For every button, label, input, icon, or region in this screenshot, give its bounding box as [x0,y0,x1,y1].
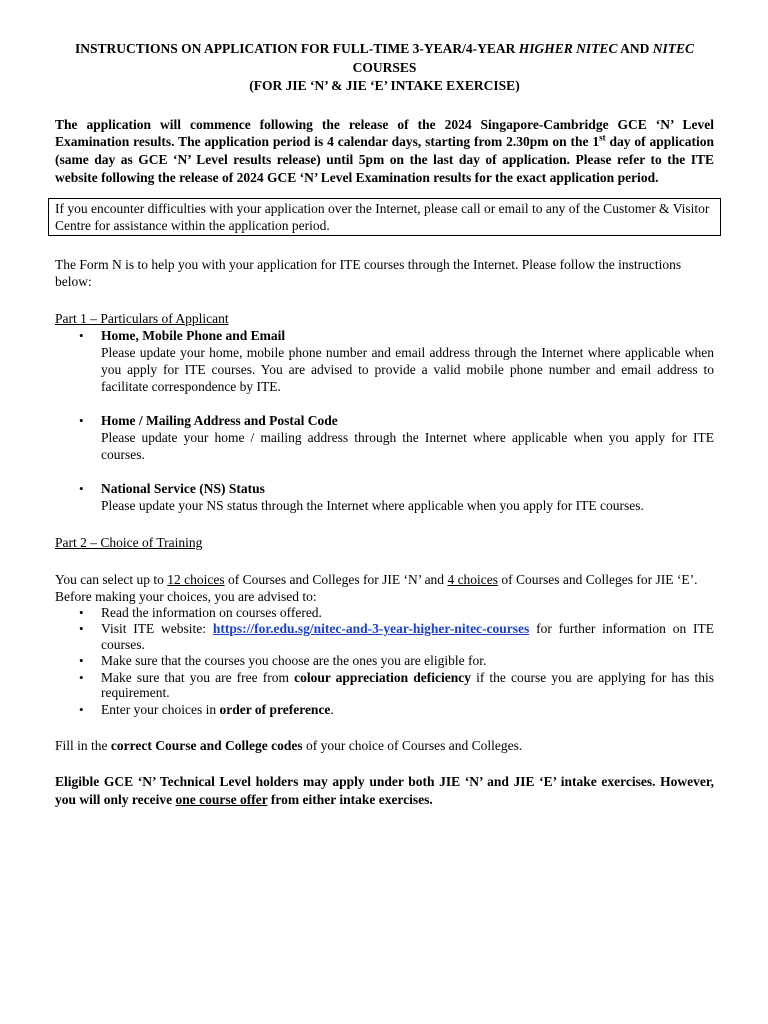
list-item [55,327,714,395]
bullet-icon: • [79,701,84,717]
part1-heading: Part 1 – Particulars of Applicant [55,310,229,326]
bullet-icon: • [79,604,84,620]
ite-website-link[interactable]: https://for.edu.sg/nitec-and-3-year-higher-nitec-courses [212,621,530,637]
notice-box: If you encounter difficulties with your application over the Internet, please call or email to any of the Customer & Visitor Centre for assistance within the application period. [48,198,721,236]
item-title: Home, Mobile Phone and Email [101,327,286,343]
title-line-1: INSTRUCTIONS ON APPLICATION FOR FULL-TIME 3-YEAR/4-YEAR HIGHER NITEC AND NITEC [75,41,694,56]
item-text: Please update your home / mailing address through the Internet where applicable when you apply for ITE courses. [101,429,714,462]
document-title [55,40,714,96]
item-title: Home / Mailing Address and Postal Code [101,412,338,428]
bullet-icon: • [79,412,84,428]
list-item: • Make sure that you are free from colour appreciation deficiency if the course you are applying for has this requirement. [79,669,715,701]
item-text: Please update your NS status through the Internet where applicable when you apply for ITE courses. [101,497,644,513]
list-item: • Read the information on courses offered. [79,604,322,620]
title-line-3: (FOR JIE ‘N’ & JIE ‘E’ INTAKE EXERCISE) [249,78,520,93]
bullet-icon: • [79,327,84,343]
list-item: • Enter your choices in order of preference. [79,701,334,717]
part2-heading: Part 2 – Choice of Training [55,534,203,550]
list-item [55,412,714,463]
bullet-icon: • [79,621,84,637]
item-title: National Service (NS) Status [101,480,265,496]
part2-list [55,605,714,718]
eligibility-note: Eligible GCE ‘N’ Technical Level holders may apply under both JIE ‘N’ and JIE ‘E’ intake exercises. However, you will only receive one course offer from either intake exercises. [55,774,714,808]
document-page [55,40,714,809]
list-item: • Visit ITE website: https://for.edu.sg/nitec-and-3-year-higher-nitec-courses for further information on ITE courses. [79,621,714,652]
bullet-icon: • [79,669,84,685]
item-text: Please update your home, mobile phone number and email address through the Internet where applicable when you apply for ITE courses. You are advised to provide a valid mobile phone number and email address to facilitate correspondence by ITE. [101,344,714,394]
title-line-2: COURSES [352,59,417,75]
list-item: • Make sure that the courses you choose are the ones you are eligible for. [79,653,487,669]
fill-in-paragraph: Fill in the correct Course and College codes of your choice of Courses and Colleges. [55,738,523,754]
intro-paragraph: The application will commence following the release of the 2024 Singapore-Cambridge GCE ‘N’ Level Examination results. The application period is 4 calendar days, starting from 2.30pm on the 1st day of application (same day as GCE ‘N’ Level results release) until 5pm on the last day of application. Please refer to the ITE website following the release of 2024 GCE ‘N’ Level Examination results for the exact application period. [55,116,714,185]
choices-paragraph: You can select up to 12 choices of Courses and Colleges for JIE ‘N’ and 4 choices of Courses and Colleges for JIE ‘E’. Before making your choices, you are advised to: [55,571,698,604]
list-item [55,480,714,514]
form-intro: The Form N is to help you with your application for ITE courses through the Internet. Please follow the instructions below: [55,256,682,289]
bullet-icon: • [79,480,84,496]
bullet-icon: • [79,653,84,669]
part1-list [55,327,714,514]
